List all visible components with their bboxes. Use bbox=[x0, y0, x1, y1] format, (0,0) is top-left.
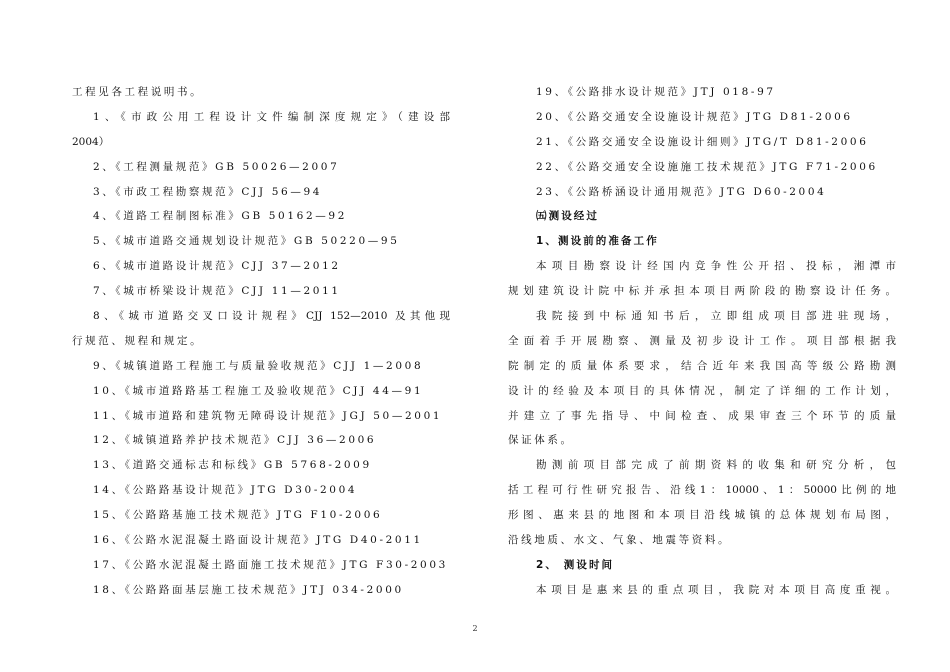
right-column-line: 2、 测设时间 bbox=[536, 558, 615, 571]
right-column-line: 勘测前项目部完成了前期资料的收集和研究分析，包 bbox=[536, 459, 896, 472]
right-column-line: 括工程可行性研究报告、沿线1：10000、1：50000比例的地 bbox=[508, 484, 896, 497]
left-column-line: 11、《城市道路和建筑物无障碍设计规范》JGJ 50—2001 bbox=[93, 409, 443, 422]
left-column-line: 工程见各工程说明书。 bbox=[72, 86, 204, 98]
page-number: 2 bbox=[472, 624, 478, 633]
left-column-line: 6、《城市道路设计规范》CJJ 37—2012 bbox=[93, 260, 341, 273]
right-column-line: 形图、惠来县的地图和本项目沿线城镇的总体规划布局图， bbox=[508, 509, 896, 522]
left-column-line: 13、《道路交通标志和标线》GB 5768-2009 bbox=[93, 459, 372, 472]
left-column-line: 16、《公路水泥混凝土路面设计规范》JTG D40-2011 bbox=[93, 534, 423, 547]
right-column-line: 并建立了事先指导、中间检查、成果审查三个环节的质量 bbox=[508, 409, 896, 422]
right-column-line: 21、《公路交通安全设施设计细则》JTG/T D81-2006 bbox=[536, 135, 869, 148]
right-column-line: 规划建筑设计院中标并承担本项目两阶段的勘察设计任务。 bbox=[508, 285, 896, 298]
left-column-line: 12、《城镇道路养护技术规范》CJJ 36—2006 bbox=[93, 434, 377, 447]
left-column-line: 行规范、规程和规定。 bbox=[72, 334, 204, 347]
right-column-line: 我院接到中标通知书后，立即组成项目部进驻现场， bbox=[536, 310, 896, 323]
right-column bbox=[508, 80, 896, 603]
left-column-line: 4、《道路工程制图标准》GB 50162—92 bbox=[93, 210, 348, 223]
left-column bbox=[72, 80, 450, 603]
right-column-line: 本项目是惠来县的重点项目，我院对本项目高度重视。 bbox=[536, 583, 896, 596]
right-column-line: 20、《公路交通安全设施设计规范》JTG D81-2006 bbox=[536, 110, 853, 123]
left-column-line: 14、《公路路基设计规范》JTG D30-2004 bbox=[93, 484, 358, 497]
right-column-line: 23、《公路桥涵设计通用规范》JTG D60-2004 bbox=[536, 185, 827, 198]
right-column-line: 1、测设前的准备工作 bbox=[536, 235, 659, 248]
right-column-line: 院制定的质量体系要求，结合近年来我国高等级公路勘测 bbox=[508, 359, 896, 372]
left-column-line: 1、《市政公用工程设计文件编制深度规定》（建设部 bbox=[93, 110, 450, 123]
right-column-line: 22、《公路交通安全设施施工技术规范》JTG F71-2006 bbox=[536, 160, 878, 173]
right-column-line: 本项目勘察设计经国内竞争性公开招、投标，湘潭市 bbox=[536, 260, 896, 273]
left-column-line: 7、《城市桥梁设计规范》CJJ 11—2011 bbox=[93, 285, 341, 298]
left-column-line: 17、《公路水泥混凝土路面施工技术规范》JTG F30-2003 bbox=[93, 558, 448, 571]
right-column-line: 19、《公路排水设计规范》JTJ 018-97 bbox=[536, 86, 776, 98]
left-column-line: 18、《公路路面基层施工技术规范》JTJ 034-2000 bbox=[93, 583, 404, 596]
left-column-line: 15、《公路路基施工技术规范》JTG F10-2006 bbox=[93, 509, 383, 522]
left-column-line: 2、《工程测量规范》GB 50026—2007 bbox=[93, 160, 340, 173]
left-column-line: 8、《城市道路交叉口设计规程》CJJ 152—2010 及其他现 bbox=[93, 310, 450, 323]
left-column-line: 5、《城市道路交通规划设计规范》GB 50220—95 bbox=[93, 235, 400, 248]
right-column-line: 沿线地质、水文、气象、地震等资料。 bbox=[508, 534, 732, 547]
right-column-line: ㈤测设经过 bbox=[536, 210, 599, 223]
left-column-line: 3、《市政工程勘察规范》CJJ 56—94 bbox=[93, 185, 323, 198]
left-column-line: 10、《城市道路路基工程施工及验收规范》CJJ 44—91 bbox=[93, 384, 424, 397]
left-column-line: 2004） bbox=[72, 135, 110, 148]
right-column-line: 设计的经验及本项目的具体情况，制定了详细的工作计划， bbox=[508, 384, 896, 397]
right-column-line: 保证体系。 bbox=[508, 434, 574, 447]
left-column-line: 9、《城镇道路工程施工与质量验收规范》CJJ 1—2008 bbox=[93, 359, 424, 372]
right-column-line: 全面着手开展勘察、测量及初步设计工作。项目部根据我 bbox=[508, 334, 896, 347]
